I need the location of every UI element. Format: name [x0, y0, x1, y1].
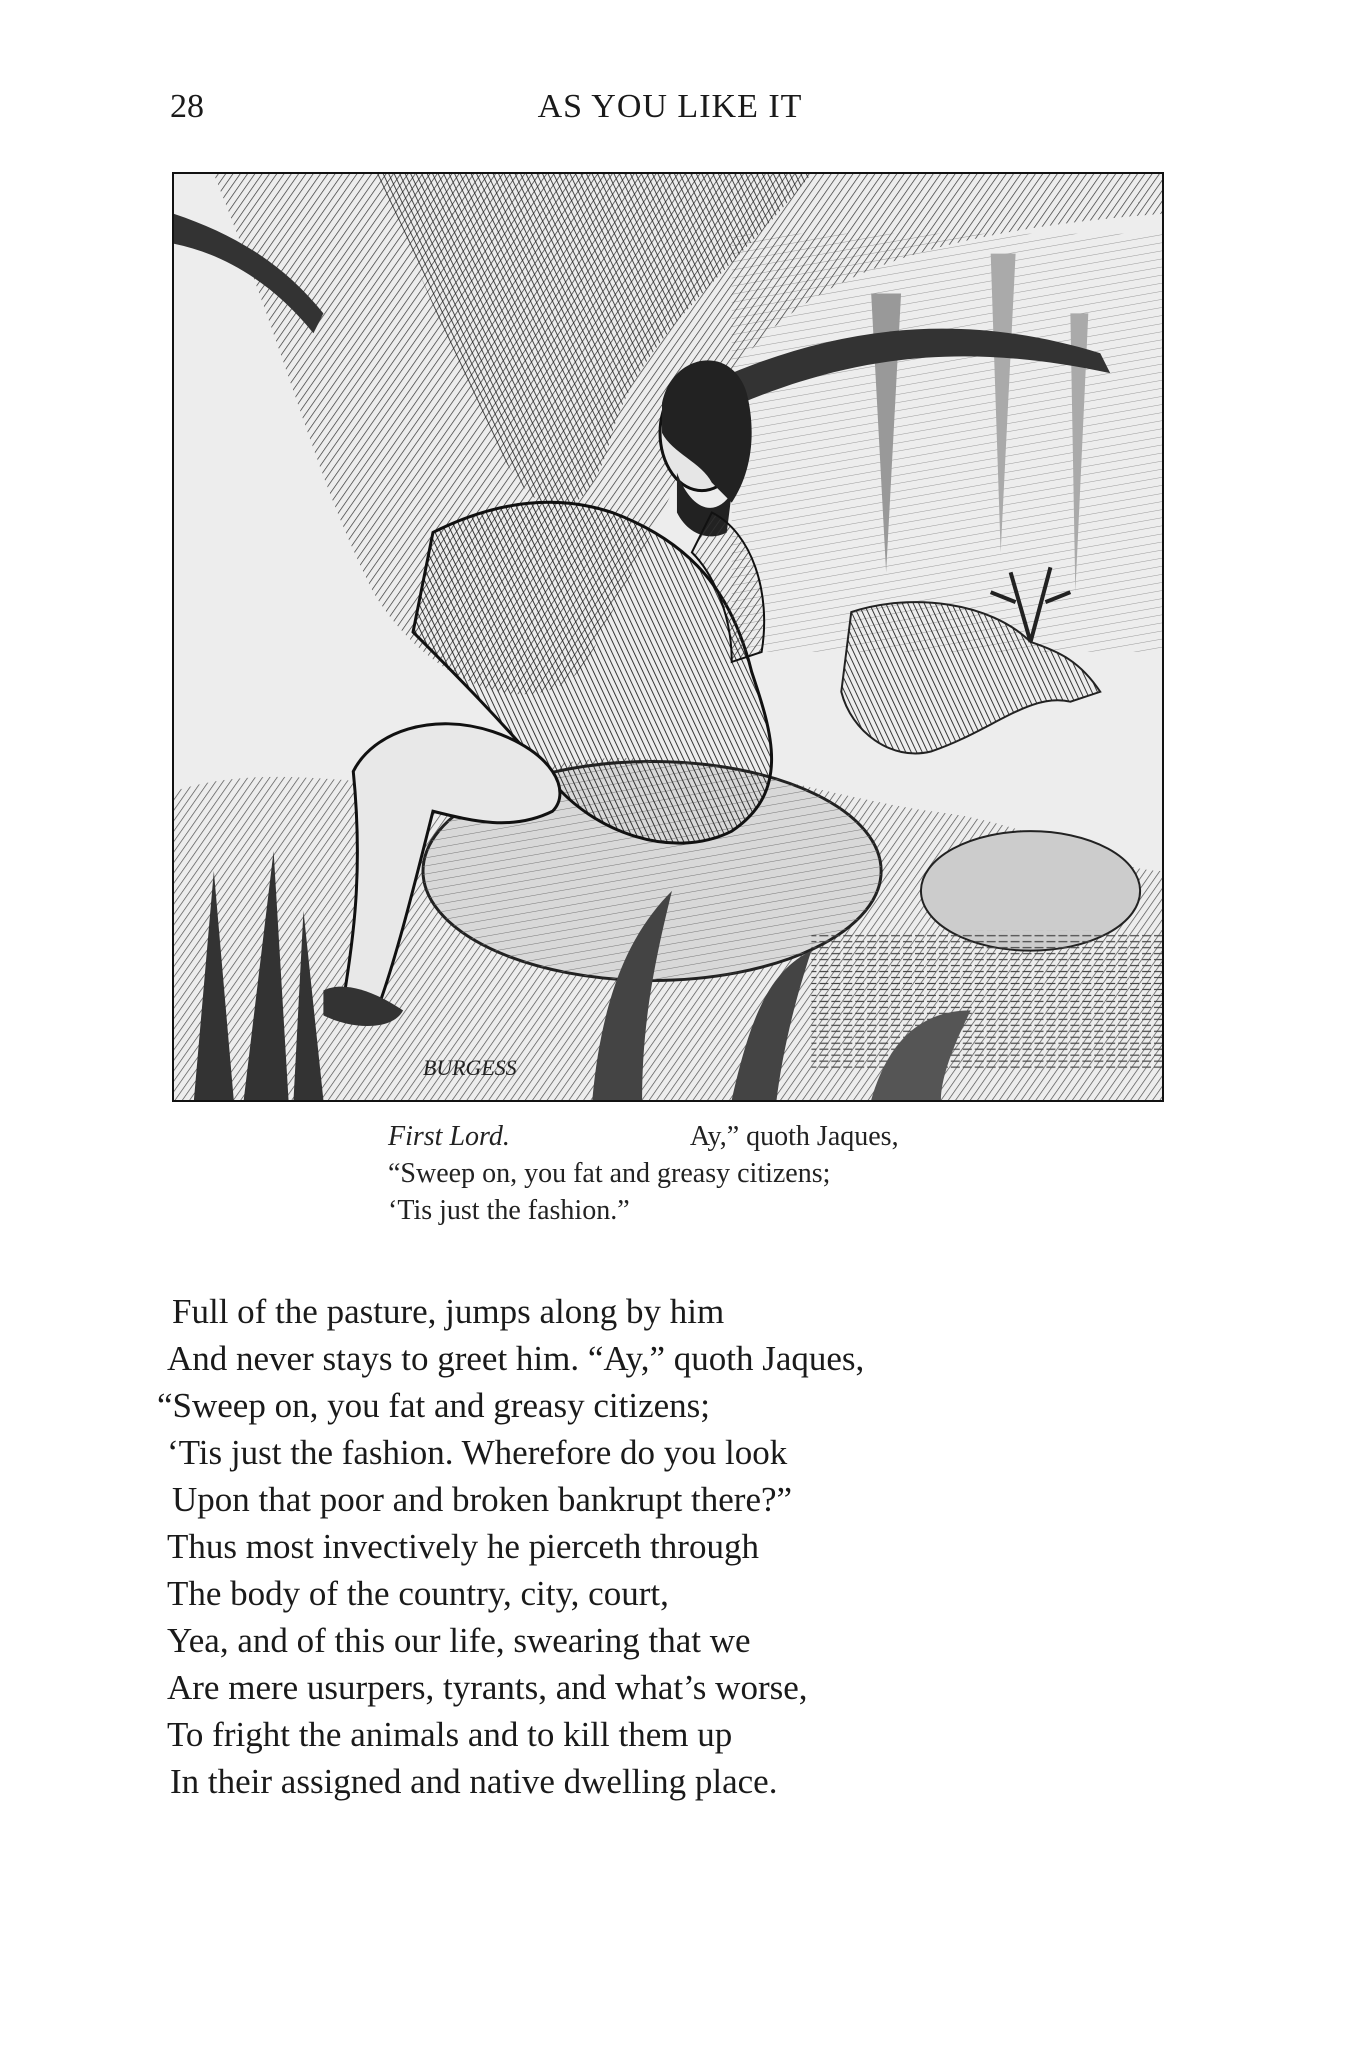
running-title: AS YOU LIKE IT — [537, 88, 803, 125]
engraving-drawing — [174, 174, 1162, 1100]
caption-line-3: ‘Tis just the fashion.” — [388, 1195, 630, 1226]
verse-line: Yea, and of this our life, swearing that we — [167, 1621, 751, 1660]
verse-line: Thus most invectively he pierceth through — [167, 1527, 759, 1566]
caption-line-1 — [388, 1118, 948, 1155]
engraver-signature: BURGESS — [422, 1055, 517, 1081]
illustration-caption — [388, 1118, 948, 1229]
verse-line: The body of the country, city, court, — [167, 1574, 669, 1613]
page-header — [170, 88, 1170, 138]
page-number: 28 — [170, 88, 204, 125]
verse-line: And never stays to greet him. “Ay,” quoth Jaques, — [167, 1339, 865, 1378]
verse-line: Upon that poor and broken bankrupt there?” — [172, 1480, 793, 1519]
verse-text — [150, 1288, 1150, 1805]
caption-speaker: First Lord. — [388, 1121, 510, 1152]
verse-line: ‘Tis just the fashion. Wherefore do you look — [167, 1433, 788, 1472]
engraving-illustration — [172, 172, 1164, 1102]
verse-line: “Sweep on, you fat and greasy citizens; — [157, 1386, 711, 1425]
caption-line-1-rest: Ay,” quoth Jaques, — [689, 1121, 899, 1152]
verse-line: Full of the pasture, jumps along by him — [172, 1292, 725, 1331]
caption-line-2: “Sweep on, you fat and greasy citizens; — [388, 1158, 831, 1189]
verse-line: In their assigned and native dwelling place. — [170, 1762, 778, 1801]
verse-line: Are mere usurpers, tyrants, and what’s worse, — [167, 1668, 808, 1707]
verse-line: To fright the animals and to kill them up — [167, 1715, 733, 1754]
